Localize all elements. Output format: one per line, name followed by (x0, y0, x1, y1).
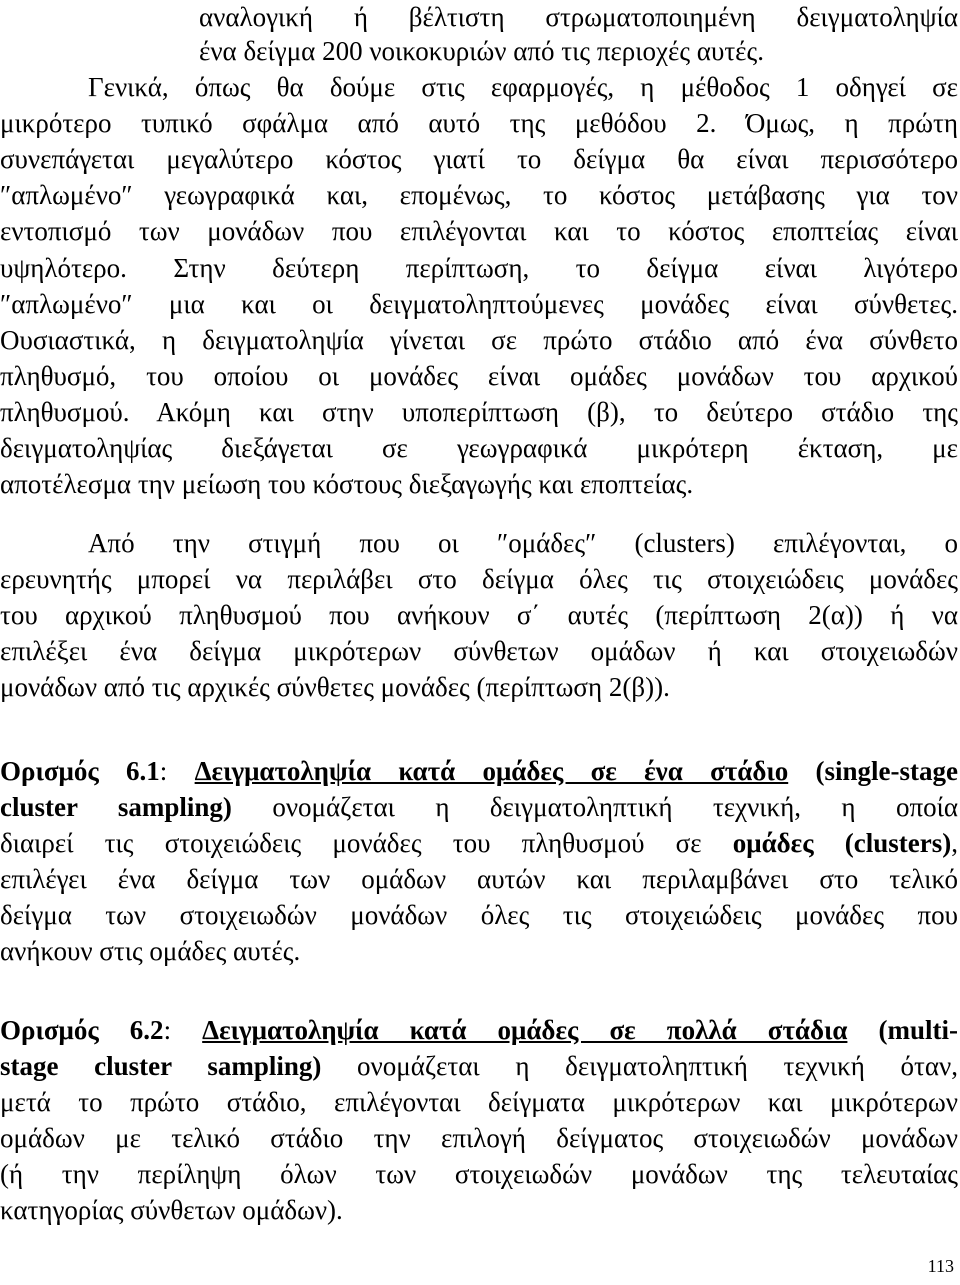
text-line: ένα δείγμα 200 νοικοκυριών από τις περιοχές αυτές. (199, 36, 764, 66)
text-line: κατηγορίας σύνθετων ομάδων). (0, 1195, 343, 1225)
text-line: μικρότερο τυπικό σφάλμα από αυτό της μεθόδου 2. Όμως, η πρώτη (0, 108, 958, 138)
text-line: επιλέξει ένα δείγμα μικρότερων σύνθετων ομάδων ή και στοιχειωδών (0, 636, 958, 666)
text-line: επιλέγει ένα δείγμα των ομάδων αυτών και περιλαμβάνει στο τελικό (0, 864, 958, 894)
text-line: Γενικά, όπως θα δούμε στις εφαρμογές, η μέθοδος 1 οδηγεί σε (88, 72, 958, 102)
definition-english-term: (multi- (878, 1015, 958, 1045)
text-line: ″απλωμένο″ γεωγραφικά και, επομένως, το κόστος μετάβασης για τον (0, 180, 958, 210)
text-line: Ουσιαστικά, η δειγματοληψία γίνεται σε πρώτο στάδιο από ένα σύνθετο (0, 325, 958, 355)
definition-6-1-line-2: cluster sampling) ονομάζεται η δειγματοληπτική τεχνική, η οποία (0, 792, 958, 822)
definition-label: Ορισμός 6.1 (0, 756, 160, 786)
definition-6-2-line-1: Ορισμός 6.2: Δειγματοληψία κατά ομάδες σε πολλά στάδια (multi- (0, 1015, 958, 1045)
text-line: ερευνητής μπορεί να περιλάβει στο δείγμα όλες τις στοιχειώδεις μονάδες (0, 564, 958, 594)
definition-english-term: stage cluster sampling) (0, 1051, 322, 1081)
definition-english-term: cluster sampling) (0, 792, 232, 822)
text-line: ανήκουν στις ομάδες αυτές. (0, 936, 301, 966)
definition-term: Δειγματοληψία κατά ομάδες σε πολλά στάδια (202, 1015, 848, 1045)
emphasis: ομάδες (clusters) (732, 828, 952, 858)
text-line: πληθυσμό, του οποίου οι μονάδες είναι ομάδες μονάδων του αρχικού (0, 361, 958, 391)
text-line: συνεπάγεται μεγαλύτερο κόστος γιατί το δείγμα θα είναι περισσότερο (0, 144, 958, 174)
definition-term: Δειγματοληψία κατά ομάδες σε ένα στάδιο (194, 756, 789, 786)
text-line: μετά το πρώτο στάδιο, επιλέγονται δείγματα μικρότερων και μικρότερων (0, 1087, 958, 1117)
text-line: ″απλωμένο″ μια και οι δειγματοληπτούμενες μονάδες είναι σύνθετες. (0, 289, 958, 319)
definition-6-1-line-1: Ορισμός 6.1: Δειγματοληψία κατά ομάδες σε ένα στάδιο (single-stage (0, 756, 959, 786)
text-line: εντοπισμό των μονάδων που επιλέγονται και το κόστος εποπτείας είναι (0, 216, 958, 246)
text-line: του αρχικού πληθυσμού που ανήκουν σ΄ αυτές (περίπτωση 2(α)) ή να (0, 600, 958, 630)
text-line: Από την στιγμή που οι ″ομάδες″ (clusters) επιλέγονται, ο (88, 528, 958, 558)
text-line: δείγμα των στοιχειωδών μονάδων όλες τις στοιχειώδεις μονάδες που (0, 900, 958, 930)
text-line: πληθυσμού. Ακόμη και στην υποπερίπτωση (β), το δεύτερο στάδιο της (0, 397, 958, 427)
text-line: (ή την περίληψη όλων των στοιχειωδών μονάδων της τελευταίας (0, 1159, 958, 1189)
text-line: μονάδων από τις αρχικές σύνθετες μονάδες (περίπτωση 2(β)). (0, 672, 670, 702)
text-line: δειγματοληψίας διεξάγεται σε γεωγραφικά μικρότερη έκταση, με (0, 433, 958, 463)
page-number: 113 (927, 1256, 954, 1276)
text-line: υψηλότερο. Στην δεύτερη περίπτωση, το δείγμα είναι λιγότερο (0, 253, 958, 283)
text-line: αναλογική ή βέλτιστη στρωματοποιημένη δειγματοληψία (199, 2, 958, 32)
text-line: αποτέλεσμα την μείωση του κόστους διεξαγωγής και εποπτείας. (0, 469, 694, 499)
definition-6-1-line-3: διαιρεί τις στοιχειώδεις μονάδες του πληθυσμού σε ομάδες (clusters), (0, 828, 959, 858)
definition-english-term: (single-stage (815, 756, 959, 786)
definition-6-2-line-2: stage cluster sampling) ονομάζεται η δειγματοληπτική τεχνική όταν, (0, 1051, 958, 1081)
text-line: ομάδων με τελικό στάδιο την επιλογή δείγματος στοιχειωδών μονάδων (0, 1123, 958, 1153)
definition-label: Ορισμός 6.2 (0, 1015, 164, 1045)
